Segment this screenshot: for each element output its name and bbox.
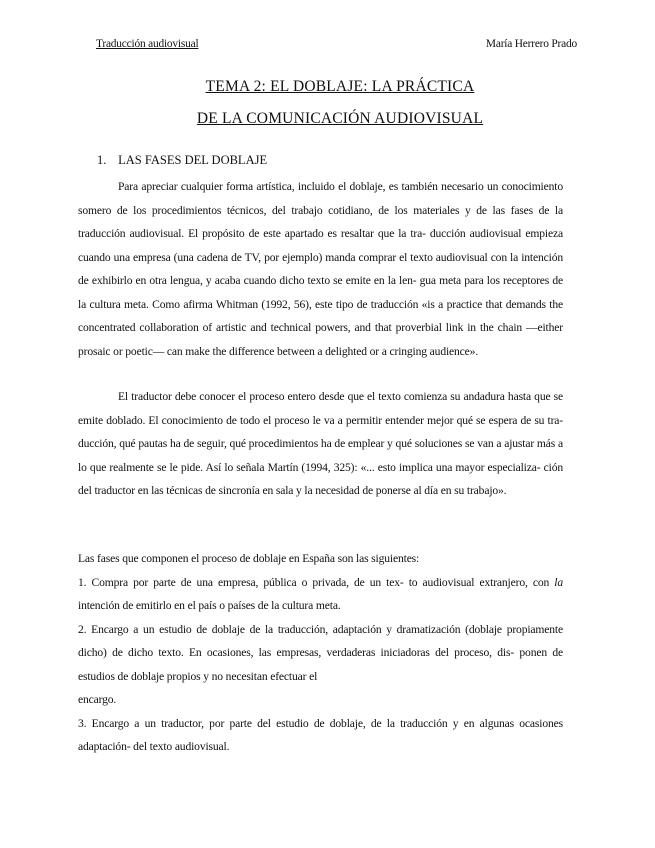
list-item-2 [78, 618, 563, 689]
list-item-2-tail: encargo. [78, 693, 117, 706]
paragraph-2: El traductor debe conocer el proceso entero desde que el texto comienza su andadura hasta que se emite doblado. El conocimiento de todo el proceso le va a permitir entender mejor qué se espera de su tra- ducción, qué pautas ha de seguir, qué procedimientos ha de emplear y qué soluciones se van a ajustar más a lo que realmente se le pide. Así lo señala Martín (1994, 325): «... esto implica una mayor especializa- ción del traductor en las técnicas de sincronía en sala y la necesidad de ponerse al día en su trabajo». [78, 390, 563, 497]
list-item-3: 3. Encargo a un traductor, por parte del estudio de doblaje, de la traducción y en algunas ocasiones adaptación- del texto audiovisual. [78, 716, 563, 753]
phases-list [78, 547, 563, 759]
document-title-line-2: DE LA COMUNICACIÓN AUDIOVISUAL [196, 110, 484, 127]
header-author: María Herrero Prado [485, 38, 577, 50]
list-item-1-text-a: 1. Compra por parte de una empresa, pública o privada, de un tex- to audiovisual extranjero, con [78, 575, 550, 589]
list-item-1 [78, 571, 563, 618]
document-title-line-1: TEMA 2: EL DOBLAJE: LA PRÁCTICA [205, 78, 475, 95]
paragraph-1: Para apreciar cualquier forma artística, incluido el doblaje, es también necesario un conocimiento somero de los procedimientos técnicos, del trabajo cotidiano, de los materiales y de las fases de la traducción audiovisual. El propósito de este apartado es resaltar que la tra- ducción audiovisual empieza cuando una empresa (una cadena de TV, por ejemplo) manda comprar el texto audiovisual con la intención de exhibirlo en otra lengua, y acaba cuando dicho texto se emite en la len- gua meta para los receptores de la cultura meta. Como afirma Whitman (1992, 56), este tipo de traducción «is a practice that demands the concentrated collaboration of artistic and technical powers, and that proverbial link in the chain —either prosaic or poetic— can make the difference between a delighted or a cringing audience». [78, 180, 563, 358]
section-title: LAS FASES DEL DOBLAJE [118, 153, 268, 167]
paragraph-1-block [78, 175, 563, 363]
section-heading [97, 153, 267, 168]
list-item-2-text: 2. Encargo a un estudio de doblaje de la traducción, adaptación y dramatización (doblaje propiamente dicho) de dicho texto. En ocasiones, las empresas, verdaderas iniciadoras del proceso, dis- ponen de estudios de doblaje propios y no necesitan efectuar el [78, 622, 563, 683]
list-item-1-text-b: intención de emitirlo en el país o países de la cultura meta. [78, 599, 341, 612]
section-number: 1. [97, 153, 107, 167]
paragraph-2-block [78, 385, 563, 503]
header-course-title: Traducción audiovisual [96, 38, 199, 50]
list-intro: Las fases que componen el proceso de doblaje en España son las siguientes: [78, 552, 420, 565]
list-item-1-italic: la [554, 575, 564, 589]
